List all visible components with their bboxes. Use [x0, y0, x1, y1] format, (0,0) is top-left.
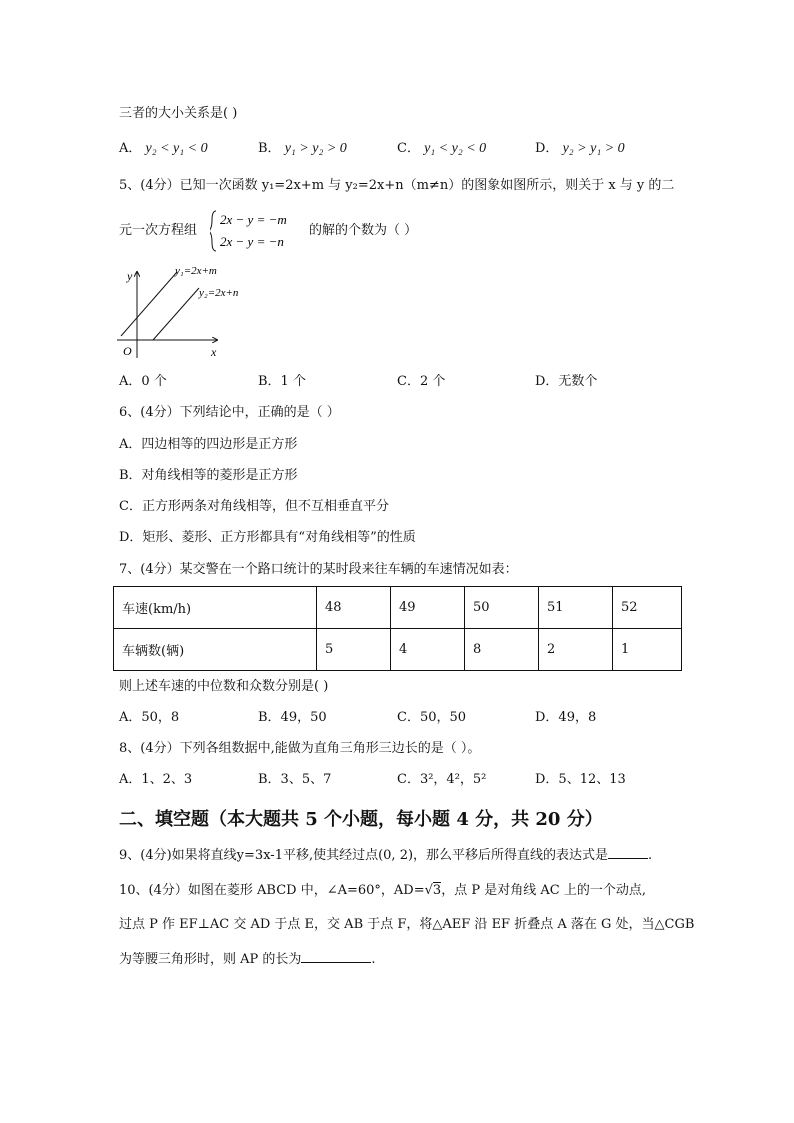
- q10-line3-text: 为等腰三角形时，则 AP 的长为: [119, 952, 302, 967]
- q4-option-c-label: C．: [397, 141, 420, 156]
- table-cell: 1: [613, 629, 682, 671]
- table-header-cell: 车速(km/h): [114, 587, 317, 629]
- q5-option-b[interactable]: B．1 个: [258, 374, 306, 389]
- origin-label: O: [123, 344, 132, 358]
- q4-option-a-label: A．: [119, 141, 142, 156]
- q10-answer-blank[interactable]: [301, 949, 371, 963]
- q4-option-c[interactable]: [397, 141, 486, 157]
- q4-option-b[interactable]: [258, 141, 347, 157]
- sqrt-icon: √: [424, 883, 433, 898]
- line-y1-label: y₁=2x+m: [175, 265, 217, 277]
- q10-line1-pre: 10、(4分）如图在菱形 ABCD 中，∠A=60°，AD=: [119, 883, 425, 898]
- q7-option-d[interactable]: D．49，8: [535, 710, 597, 725]
- q4-option-a-expr: y₂ < y₁ < 0: [145, 141, 208, 156]
- q8-option-b[interactable]: B．3、5、7: [258, 772, 332, 787]
- q5-option-c[interactable]: C．2 个: [397, 374, 446, 389]
- q9-end: .: [648, 848, 653, 863]
- table-cell: 48: [317, 587, 391, 629]
- q5-line1: 5、(4分）已知一次函数 y₁=2x+m 与 y₂=2x+n（m≠n）的图象如图所示，则关于 x 与 y 的二: [119, 178, 675, 193]
- speed-table: [113, 586, 682, 671]
- line-y2: [153, 288, 199, 340]
- q7-question: 则上述车速的中位数和众数分别是( ): [119, 679, 329, 694]
- q5-graph: [113, 262, 253, 362]
- q7-stem: 7、(4分）某交警在一个路口统计的某时段来往车辆的车速情况如表：: [119, 562, 518, 577]
- q4-option-d-expr: y₂ > y₁ > 0: [562, 141, 625, 156]
- section-2-heading: 二、填空题（本大题共 5 个小题，每小题 4 分，共 20 分）: [119, 809, 603, 830]
- q10-sqrt-value: 3: [432, 883, 442, 898]
- q6-stem: 6、(4分）下列结论中，正确的是（ ）: [119, 405, 340, 420]
- line-y2-label: y₂=2x+n: [199, 287, 239, 299]
- table-header-cell: 车辆数(辆): [114, 629, 317, 671]
- table-row: [114, 629, 682, 671]
- table-cell: 52: [613, 587, 682, 629]
- q4-option-d-label: D．: [535, 141, 559, 156]
- q6-option-a[interactable]: A．四边相等的四边形是正方形: [119, 437, 298, 452]
- q8-stem: 8、(4分）下列各组数据中,能做为直角三角形三边长的是（ ）。: [119, 741, 481, 756]
- q5-eq1: 2x − y = −m: [220, 212, 287, 227]
- table-cell: 4: [391, 629, 465, 671]
- x-axis-label: x: [211, 345, 217, 359]
- q9: [119, 845, 652, 864]
- table-cell: 50: [465, 587, 539, 629]
- q4-option-a[interactable]: [119, 141, 208, 157]
- q7-option-a[interactable]: A．50，8: [119, 710, 180, 725]
- table-cell: 5: [317, 629, 391, 671]
- q5-eq2: 2x − y = −n: [220, 234, 284, 249]
- q4-stem: 三者的大小关系是( ): [119, 106, 238, 121]
- q7-option-c[interactable]: C．50，50: [397, 710, 467, 725]
- q9-answer-blank[interactable]: [608, 845, 648, 859]
- y-axis-label: y: [127, 269, 133, 283]
- q8-option-d[interactable]: D．5、12、13: [535, 772, 626, 787]
- q5-option-a[interactable]: A．0 个: [119, 374, 167, 389]
- table-row: [114, 587, 682, 629]
- q4-option-b-label: B．: [258, 141, 281, 156]
- brace-icon: [210, 211, 216, 251]
- table-cell: 8: [465, 629, 539, 671]
- q5-equation-system: [210, 208, 306, 254]
- q10-line3: [119, 949, 376, 968]
- q4-option-c-expr: y₁ < y₂ < 0: [424, 141, 487, 156]
- q6-option-c[interactable]: C．正方形两条对角线相等，但不互相垂直平分: [119, 499, 389, 514]
- q7-option-b[interactable]: B．49，50: [258, 710, 327, 725]
- q5-line2-post: 的解的个数为（ ）: [309, 223, 418, 238]
- table-cell: 49: [391, 587, 465, 629]
- q6-option-b[interactable]: B．对角线相等的菱形是正方形: [119, 468, 298, 483]
- table-cell: 2: [539, 629, 613, 671]
- q4-option-d[interactable]: [535, 141, 625, 157]
- q9-text: 9、(4分)如果将直线y=3x-1平移,使其经过点(0, 2)，那么平移后所得直线的表达式是: [119, 848, 609, 863]
- q8-option-a[interactable]: A．1、2、3: [119, 772, 193, 787]
- q4-option-b-expr: y₁ > y₂ > 0: [284, 141, 347, 156]
- q5-line2-pre: 元一次方程组: [119, 223, 198, 238]
- table-cell: 51: [539, 587, 613, 629]
- q10-end: .: [371, 952, 376, 967]
- q10-line1-post: ，点 P 是对角线 AC 上的一个动点,: [441, 883, 646, 898]
- q5-option-d[interactable]: D．无数个: [535, 374, 598, 389]
- q10-line1: [119, 883, 646, 899]
- q6-option-d[interactable]: D．矩形、菱形、正方形都具有“对角线相等”的性质: [119, 530, 416, 545]
- q10-line2: 过点 P 作 EF⊥AC 交 AD 于点 E，交 AB 于点 F，将△AEF 沿 EF 折叠点 A 落在 G 处，当△CGB: [119, 917, 695, 932]
- q8-option-c[interactable]: C．3²，4²，5²: [397, 772, 487, 787]
